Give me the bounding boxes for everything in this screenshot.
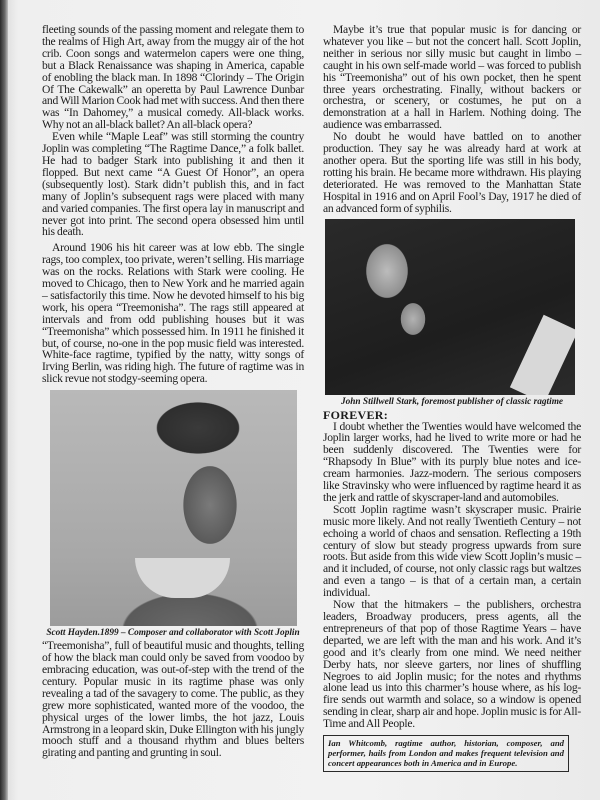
caption-john-stark: John Stillwell Stark, foremost publisher of classic ragtime: [340, 396, 564, 407]
paragraph: “Treemonisha”, full of beautiful music and thoughts, telling of how the black man could only be saved from voodoo by embracing education, was out-of-step with the trend of the century. Popular music in its ragtime phase was only revealing a tad of the savagery to come. The public, as they grew more sophisticated, wanted more of the voodoo, the physical urges of the lower limbs, the hot jazz, Louis Armstrong in a leopard skin, Duke Ellington with his jungly mooch stuff and a thousand rhythm and blues belters girating and panting and grunting in soul.: [42, 639, 304, 760]
paragraph: Around 1906 his hit career was at low ebb. The single rags, too complex, too private, weren’t selling. His marriage was on the rocks. Relations with Stark were cooling. He moved to Chicago, then to New York and he married again – satisfactorily this time. Now he devoted himself to his big work, his opera “Treemonisha”. The rags still appeared at intervals and from odd publishing houses but it was “Treemonisha” which possessed him. In 1911 he finished it but, of course, no-one in the pop music field was interested. White-face ragtime, typified by the natty, witty songs of Irving Berlin, was riding high. The future of ragtime was in slick revue not stodgy-seeming opera.: [42, 241, 304, 386]
section-heading: FOREVER:: [323, 407, 389, 422]
paragraph: Maybe it’s true that popular music is for dancing or whatever you like – but not the concert hall. Scott Joplin, neither in serious nor silly music but caught in limbo – caught in his own self-made world – was forced to publish his “Treemonisha” out of his own pocket, then he spent three years orchestrating. Finally, without backers or orchestra, or scenery, or costumes, he put on a demonstration at a hall in Harlem. Nothing doing. The audience was embarrassed.: [323, 23, 581, 132]
paragraph: Scott Joplin ragtime wasn’t skyscraper music. Prairie music more likely. And not really Twentieth Century – not echoing a world of chaos and sensation. Reflecting a 19th century of slow but steady progress upwards from sure roots. But aside from this wide view Scott Joplin’s music – and it included, of course, not only classic rags but waltzes and even a tango – is that of a certain man, a certain individual.: [323, 502, 581, 600]
paragraph: fleeting sounds of the passing moment and relegate them to the realms of High Art, away from the muggy air of the hot crib. Coon songs and watermelon capers were one thing, but a Black Renaissance was shaping in America, capable of enobling the black man. In 1898 “Clorindy – The Origin Of The Cakewalk” an operetta by Paul Lawrence Dunbar and Will Marion Cook had met with success. And then there was “In Dahomey,” a musical comedy. All-black works. Why not an all-black ballet? An all-black opera?: [42, 23, 304, 132]
page-binding-edge: [0, 0, 8, 800]
paragraph: Even while “Maple Leaf” was still storming the country Joplin was completing “The Ragtime Dance,” a folk ballet. He had to badger Stark into publishing it and then it flopped. But next came “A Guest Of Honor”, an opera (subsequently lost). Stark didn’t publish this, and in fact many of Joplin’s subsequent rags were placed with many and varied companies. The first opera lay in manuscript and never got into print. The second opera obsessed him until his death.: [42, 130, 304, 239]
photo-collar: [135, 558, 230, 598]
author-bio: Ian Whitcomb, ragtime author, historian, composer, and performer, hails from London and makes frequent television and concert appearances both in America and in Europe.: [328, 738, 564, 769]
photo-scott-hayden: [50, 390, 297, 626]
photo-john-stark: [325, 219, 575, 395]
paragraph: No doubt he would have battled on to another production. They say he was already hard at work at another opera. But the sporting life was still in his body, rotting his brain. He became more withdrawn. His playing deteriorated. He was removed to the Manhattan State Hospital in 1916 and on April Fool’s Day, 1917 he died of an advanced form of syphilis.: [323, 130, 581, 215]
paragraph: I doubt whether the Twenties would have welcomed the Joplin larger works, had he lived to write more or had he been suddenly discovered. The Twenties were for “Rhapsody In Blue” with its purply blue notes and ice-cream harmonies. Jazz-modern. The serious composers like Stravinsky who were influenced by ragtime heard it as the jerk and rattle of skyscraper-land and automobiles.: [323, 419, 581, 504]
photo-sheet-music: [510, 314, 575, 394]
left-column: [42, 24, 304, 759]
paragraph: Now that the hitmakers – the publishers, orchestra leaders, Broadway producers, press agents, all the entrepreneurs of that pop of those Ragtime Years – have departed, we are left with the man and his work. And it’s good and it’s clearly from one mind. We need neither Derby hats, nor sleeve garters, nor lines of shuffling Negroes to aid Joplin music; for the notes and rhythms alone lead us into this charmer’s house where, as his log-fire sends out warmth and solace, so a window is opened sending in clear, sharp air and hope. Joplin music is for All-Time and All People.: [323, 598, 581, 731]
author-bio-box: [323, 735, 569, 772]
right-column: [323, 24, 581, 772]
caption-scott-hayden: Scott Hayden.1899 – Composer and collaborator with Scott Joplin: [46, 628, 300, 639]
